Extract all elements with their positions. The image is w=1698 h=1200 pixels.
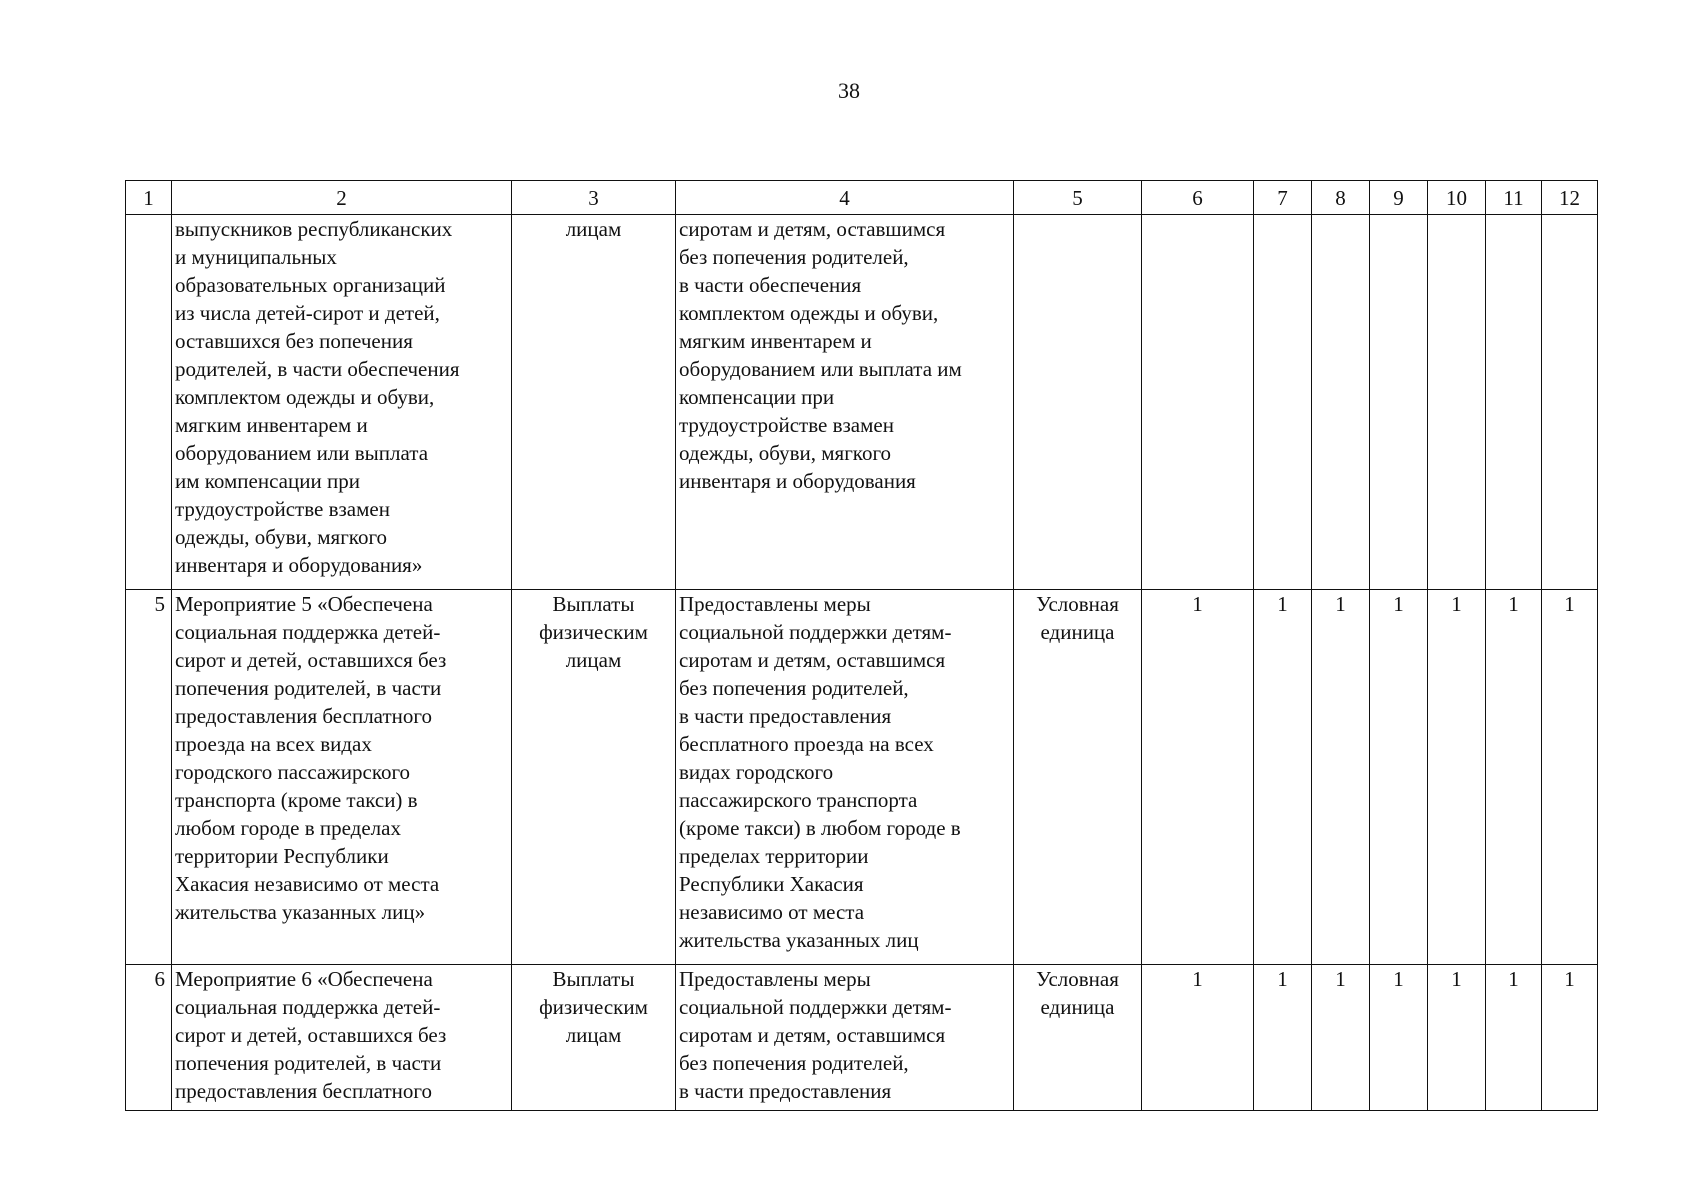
value-cell: 1 <box>1312 590 1370 965</box>
col-header-3: 3 <box>512 181 676 215</box>
col-header-10: 10 <box>1428 181 1486 215</box>
measure-unit: Условная единица <box>1014 965 1142 1111</box>
measure-unit <box>1014 215 1142 590</box>
program-table <box>125 180 1598 1111</box>
table-row <box>126 590 1598 965</box>
row-number <box>126 215 172 590</box>
row-number: 5 <box>126 590 172 965</box>
value-cell <box>1370 215 1428 590</box>
measure-unit: Условная единица <box>1014 590 1142 965</box>
value-cell <box>1254 215 1312 590</box>
col-header-6: 6 <box>1142 181 1254 215</box>
event-name: Мероприятие 6 «Обеспечена социальная поддержка детей- сирот и детей, оставшихся без попечения родителей, в части предоставления бесплатного <box>172 965 512 1111</box>
expense-type: Выплаты физическим лицам <box>512 965 676 1111</box>
value-cell: 1 <box>1542 965 1598 1111</box>
event-name: выпускников республиканских и муниципальных образовательных организаций из числа детей-сирот и детей, оставшихся без попечения родителей, в части обеспечения комплектом одежды и обуви, мягким инвентарем и оборудованием или выплата им компенсации при трудоустройстве взамен одежды, обуви, мягкого инвентаря и оборудования» <box>172 215 512 590</box>
col-header-7: 7 <box>1254 181 1312 215</box>
expected-result: Предоставлены меры социальной поддержки детям- сиротам и детям, оставшимся без попечения родителей, в части предоставления бесплатного проезда на всех видах городского пассажирского транспорта (кроме такси) в любом городе в пределах территории Республики Хакасия независимо от места жительства указанных лиц <box>676 590 1014 965</box>
expense-type: Выплаты физическим лицам <box>512 590 676 965</box>
event-name: Мероприятие 5 «Обеспечена социальная поддержка детей- сирот и детей, оставшихся без попечения родителей, в части предоставления бесплатного проезда на всех видах городского пассажирского транспорта (кроме такси) в любом городе в пределах территории Республики Хакасия независимо от места жительства указанных лиц» <box>172 590 512 965</box>
value-cell: 1 <box>1312 965 1370 1111</box>
col-header-1: 1 <box>126 181 172 215</box>
value-cell: 1 <box>1254 965 1312 1111</box>
table-row <box>126 215 1598 590</box>
value-cell: 1 <box>1428 590 1486 965</box>
value-cell: 1 <box>1428 965 1486 1111</box>
value-cell: 1 <box>1486 590 1542 965</box>
col-header-2: 2 <box>172 181 512 215</box>
value-cell: 1 <box>1142 965 1254 1111</box>
value-cell: 1 <box>1370 590 1428 965</box>
value-cell: 1 <box>1370 965 1428 1111</box>
expense-type: лицам <box>512 215 676 590</box>
value-cell <box>1486 215 1542 590</box>
value-cell <box>1542 215 1598 590</box>
value-cell <box>1428 215 1486 590</box>
col-header-4: 4 <box>676 181 1014 215</box>
value-cell: 1 <box>1254 590 1312 965</box>
col-header-11: 11 <box>1486 181 1542 215</box>
table-row <box>126 965 1598 1111</box>
col-header-8: 8 <box>1312 181 1370 215</box>
col-header-9: 9 <box>1370 181 1428 215</box>
value-cell: 1 <box>1142 590 1254 965</box>
value-cell: 1 <box>1542 590 1598 965</box>
page-number: 38 <box>838 78 860 103</box>
value-cell <box>1312 215 1370 590</box>
expected-result: сиротам и детям, оставшимся без попечения родителей, в части обеспечения комплектом одежды и обуви, мягким инвентарем и оборудованием или выплата им компенсации при трудоустройстве взамен одежды, обуви, мягкого инвентаря и оборудования <box>676 215 1014 590</box>
value-cell <box>1142 215 1254 590</box>
column-number-row <box>126 181 1598 215</box>
row-number: 6 <box>126 965 172 1111</box>
col-header-5: 5 <box>1014 181 1142 215</box>
value-cell: 1 <box>1486 965 1542 1111</box>
expected-result: Предоставлены меры социальной поддержки детям- сиротам и детям, оставшимся без попечения родителей, в части предоставления <box>676 965 1014 1111</box>
col-header-12: 12 <box>1542 181 1598 215</box>
